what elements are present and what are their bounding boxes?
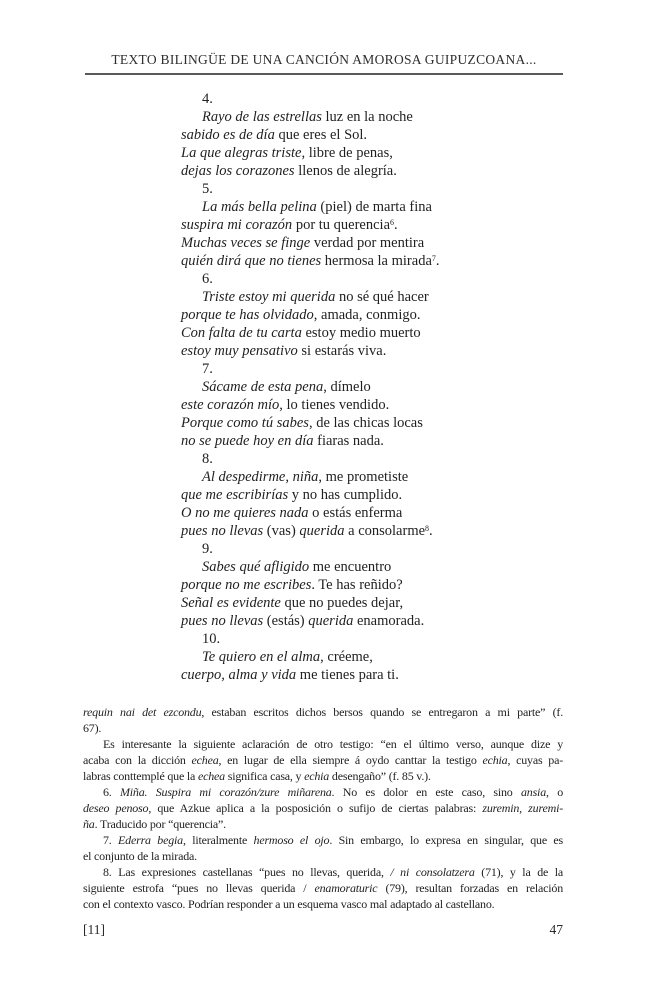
text-run: , dímelo: [323, 379, 371, 395]
verse-number: 7.: [202, 361, 213, 377]
text-run: , estaban escritos dichos bersos quando se entregaron a mi parte” (f.: [201, 705, 563, 719]
verse-line: [181, 162, 581, 180]
italic-text-run: Sácame de esta pena: [202, 379, 324, 395]
text-run: 8. Las expresiones castellanas “pues no llevas, querida,: [103, 865, 391, 879]
italic-text-run: requin nai det ezcondu: [83, 705, 202, 719]
text-run: .: [435, 253, 440, 269]
italic-text-run: deseo penoso: [83, 801, 149, 815]
text-run: significa casa, y: [224, 769, 305, 783]
italic-text-run: no se puede hoy en día: [181, 433, 314, 449]
verse-line: [181, 612, 581, 630]
footnote-ref-superscript: 7: [431, 254, 436, 264]
verse-line: [181, 288, 581, 306]
text-run: que eres el Sol.: [274, 127, 368, 143]
italic-text-run: Rayo de las estrellas: [202, 109, 322, 125]
running-header: [85, 52, 563, 75]
footnote-line: [83, 784, 563, 800]
text-run: verdad por mentira: [310, 235, 425, 251]
italic-text-run: querida: [299, 523, 345, 539]
footnote-line: [83, 848, 563, 864]
verse-line: [181, 216, 581, 234]
verse-line: [181, 522, 581, 540]
italic-text-run: O no me quieres nada: [181, 505, 309, 521]
text-run: (71), y la de la: [474, 865, 563, 879]
verse-line: [181, 306, 581, 324]
italic-text-run: estoy muy pensativo: [181, 343, 298, 359]
italic-text-run: Triste estoy mi querida: [202, 289, 336, 305]
verse-line: [181, 504, 581, 522]
poem: [181, 90, 581, 684]
text-run: si estarás viva.: [297, 343, 387, 359]
text-run: . Te has reñido?: [311, 577, 403, 593]
text-run: , en lugar de ella siempre á oydo canttar la testigo: [218, 753, 483, 767]
footnote-ref-superscript: 8: [425, 524, 430, 534]
verse-line: [181, 576, 581, 594]
text-run: .: [429, 523, 433, 539]
text-run: . Sin embargo, lo expresa en singular, que es: [329, 833, 563, 847]
text-run: , me prometiste: [318, 469, 409, 485]
text-run: , literalmente: [182, 833, 254, 847]
italic-text-run: ansia: [520, 785, 546, 799]
text-run: , cuyas pa-: [507, 753, 563, 767]
text-run: , de las chicas locas: [308, 415, 423, 431]
verse-line: [181, 144, 581, 162]
italic-text-run: zuremin, zuremi-: [482, 801, 563, 815]
italic-text-run: quién dirá que no tienes: [181, 253, 322, 269]
italic-text-run: sabido es de día: [181, 127, 275, 143]
italic-text-run: echea: [191, 753, 219, 767]
verse-number: 5.: [202, 181, 213, 197]
italic-text-run: Te quiero en el alma: [202, 649, 321, 665]
text-run: con el contexto vasco. Podrían responder a un esquema vasco mal adaptado al castellano.: [83, 897, 495, 911]
footnote-line: [83, 752, 563, 768]
italic-text-run: Muchas veces se finge: [181, 235, 311, 251]
footnote-line: [83, 800, 563, 816]
verse-line: [181, 108, 581, 126]
italic-text-run: ña: [83, 817, 95, 831]
italic-text-run: Señal es evidente: [181, 595, 281, 611]
folio-number: [11]: [83, 922, 105, 937]
text-run: (79), resultan forzadas en relación: [377, 881, 563, 895]
text-run: 7.: [103, 833, 119, 847]
text-run: 6.: [103, 785, 120, 799]
text-run: enamorada.: [353, 613, 425, 629]
footnote-line: [83, 704, 563, 720]
text-run: luz en la noche: [321, 109, 413, 125]
text-run: . Traducido por “querencia”.: [94, 817, 226, 831]
text-run: desengaño” (f. 85 v.).: [329, 769, 431, 783]
text-run: (estás): [263, 613, 309, 629]
italic-text-run: suspira mi corazón: [181, 217, 293, 233]
italic-text-run: Con falta de tu carta: [181, 325, 302, 341]
footnote-line: [83, 880, 563, 896]
page-footer: [83, 922, 563, 938]
page-number: 47: [549, 922, 563, 937]
text-run: acaba con la dicción: [83, 753, 192, 767]
verse-line: [181, 378, 581, 396]
footnote-line: [83, 736, 563, 752]
text-run: me encuentro: [309, 559, 392, 575]
footnotes: [83, 704, 563, 912]
text-run: a consolarme: [344, 523, 426, 539]
text-run: , o: [546, 785, 563, 799]
text-run: siguiente estrofa “pues no llevas querida /: [83, 881, 315, 895]
running-header-title: TEXTO BILINGÜE DE UNA CANCIÓN AMOROSA GUIPUZCOANA...: [111, 52, 537, 67]
italic-text-run: La que alegras triste: [181, 145, 302, 161]
verse-number: 8.: [202, 451, 213, 467]
text-run: (vas): [263, 523, 300, 539]
text-run: que no puedes dejar,: [280, 595, 404, 611]
italic-text-run: porque no me escribes: [181, 577, 312, 593]
verse-line: [181, 342, 581, 360]
footnote-ref-superscript: 6: [390, 218, 395, 228]
text-run: hermosa la mirada: [321, 253, 432, 269]
verse-line: [181, 198, 581, 216]
italic-text-run: querida: [308, 613, 354, 629]
footnote-line: [83, 896, 563, 912]
footnote-line: [83, 720, 563, 736]
italic-text-run: enamoraturic: [314, 881, 378, 895]
text-run: estoy medio muerto: [301, 325, 421, 341]
italic-text-run: dejas los corazones: [181, 163, 295, 179]
italic-text-run: echia: [304, 769, 330, 783]
text-run: labras conttemplé que la: [83, 769, 198, 783]
text-run: , libre de penas,: [301, 145, 393, 161]
text-run: y no has cumplido.: [288, 487, 403, 503]
text-run: .: [394, 217, 398, 233]
verse-line: [181, 558, 581, 576]
verse-number: 4.: [202, 91, 213, 107]
text-run: (piel) de marta fina: [316, 199, 432, 215]
text-run: el conjunto de la mirada.: [83, 849, 197, 863]
italic-text-run: La más bella pelina: [202, 199, 317, 215]
italic-text-run: este corazón mío: [181, 397, 280, 413]
verse-line: [181, 252, 581, 270]
italic-text-run: echea: [197, 769, 225, 783]
italic-text-run: cuerpo, alma y vida: [181, 667, 297, 683]
italic-text-run: hermoso el ojo: [253, 833, 330, 847]
italic-text-run: Miña. Suspira mi corazón/zure miñarena: [120, 785, 332, 799]
verse-line: [181, 234, 581, 252]
italic-text-run: Ederra begia: [118, 833, 183, 847]
verse-line: [181, 432, 581, 450]
verse-line: [181, 126, 581, 144]
footnote-line: [83, 816, 563, 832]
verse-line: [181, 468, 581, 486]
italic-text-run: Sabes qué afligido: [202, 559, 310, 575]
verse-number: 10.: [202, 631, 221, 647]
text-run: , créeme,: [320, 649, 373, 665]
verse-line: [181, 414, 581, 432]
italic-text-run: echia: [482, 753, 508, 767]
italic-text-run: pues no llevas: [181, 523, 264, 539]
text-run: . No es dolor en este caso, sino: [331, 785, 521, 799]
italic-text-run: Porque como tú sabes: [181, 415, 309, 431]
verse-line: [181, 594, 581, 612]
text-run: me tienes para ti.: [296, 667, 399, 683]
text-run: no sé qué hacer: [335, 289, 429, 305]
italic-text-run: Al despedirme, niña: [202, 469, 319, 485]
text-run: o estás enferma: [308, 505, 403, 521]
verse-line: [181, 324, 581, 342]
text-run: por tu querencia: [292, 217, 391, 233]
footnote-line: [83, 768, 563, 784]
text-run: , amada, conmigo.: [313, 307, 421, 323]
italic-text-run: / ni consolatzera: [390, 865, 475, 879]
italic-text-run: porque te has olvidado: [181, 307, 314, 323]
text-run: , lo tienes vendido.: [279, 397, 390, 413]
verse-line: [181, 648, 581, 666]
text-run: , que Azkue aplica a la posposición o sufijo de ciertas palabras:: [148, 801, 483, 815]
text-run: 67).: [83, 721, 102, 735]
footnote-line: [83, 832, 563, 848]
verse-number: 6.: [202, 271, 213, 287]
text-run: fiaras nada.: [313, 433, 384, 449]
italic-text-run: que me escribirías: [181, 487, 289, 503]
verse-line: [181, 666, 581, 684]
italic-text-run: pues no llevas: [181, 613, 264, 629]
footnote-line: [83, 864, 563, 880]
verse-number: 9.: [202, 541, 213, 557]
text-run: Es interesante la siguiente aclaración de otro testigo: “en el último verso, aunque dize y: [103, 737, 563, 751]
text-run: llenos de alegría.: [294, 163, 397, 179]
verse-line: [181, 396, 581, 414]
verse-line: [181, 486, 581, 504]
